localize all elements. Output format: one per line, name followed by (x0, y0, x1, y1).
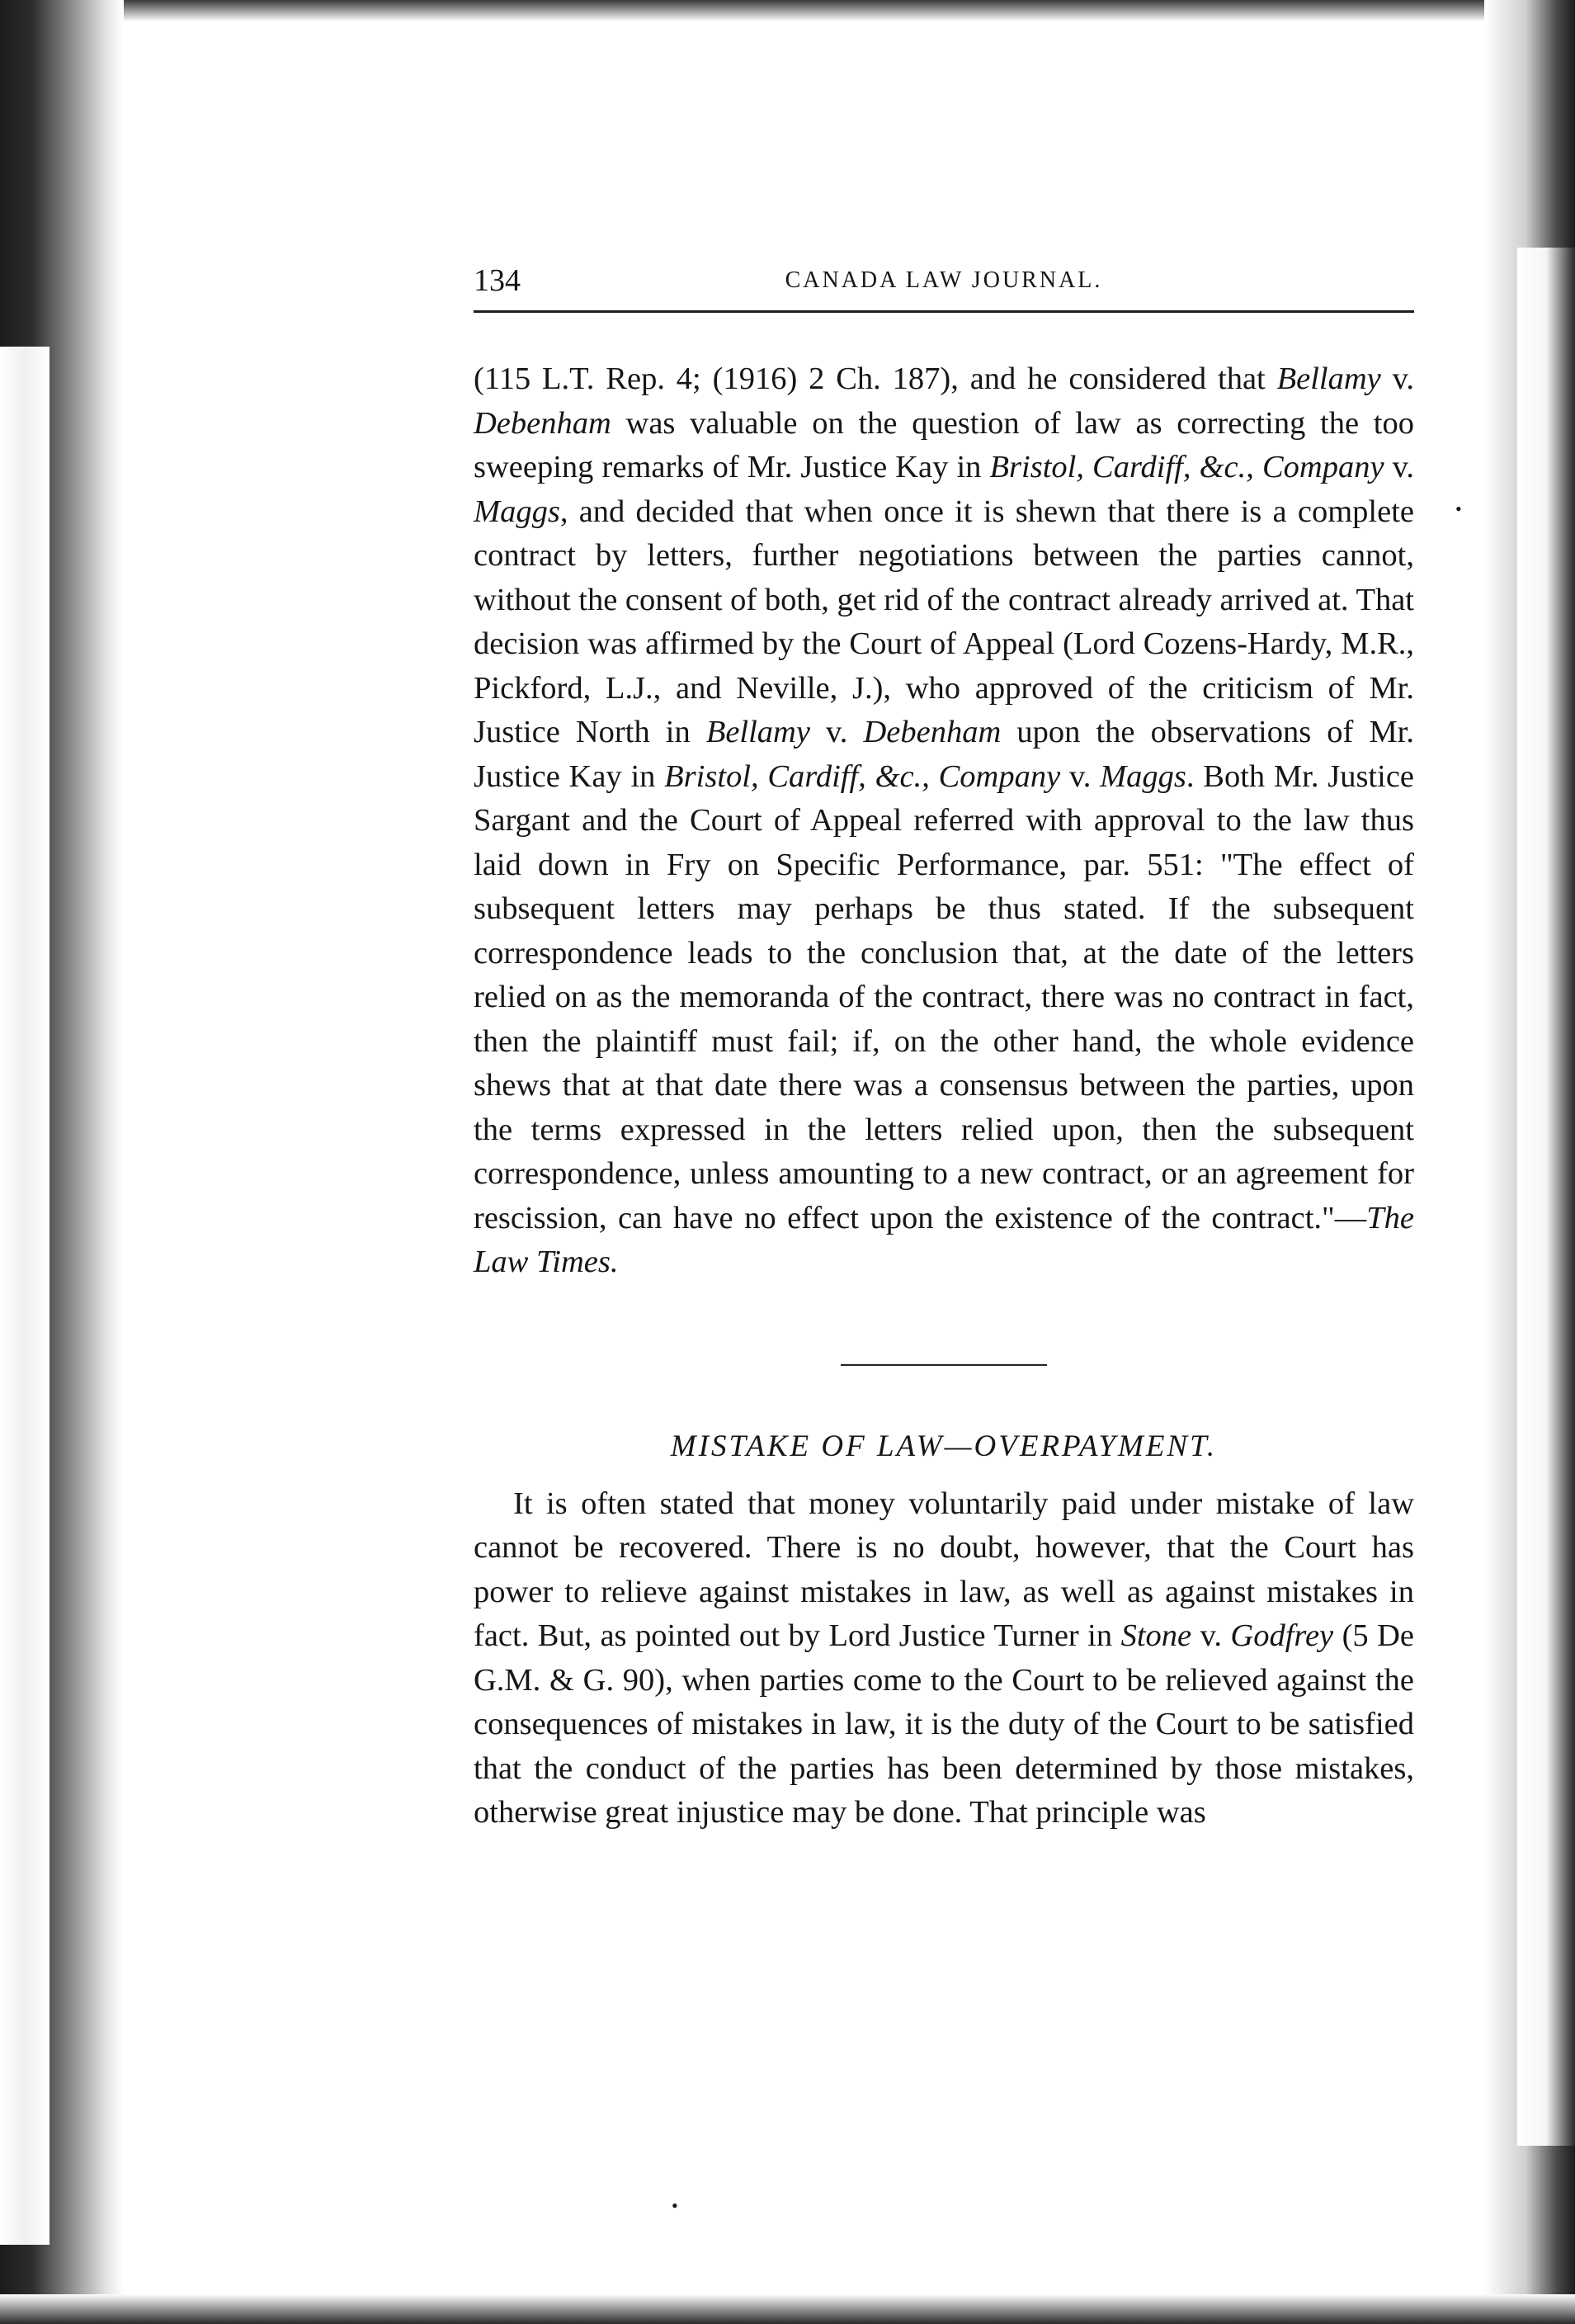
case-name: Maggs (1100, 758, 1186, 794)
paragraph-text: v. (1380, 361, 1414, 396)
case-name: Maggs (474, 494, 560, 529)
paragraph-text: . Both Mr. Justice Sargant and the Court of Appeal referred with approval to the law thus laid down in Fry on Specific Performance, par. 551: "The effect of subsequent letters may perhaps be thus stated. If the subsequent correspondence leads to the conclusion that, at the date of the letters relied on as the memoranda of the contract, there was no contract in fact, then the plaintiff must fail; if, on the other hand, the whole evidence shews that at that date there was a consensus between the parties, upon the terms expressed in the letters relied upon, then the subsequent correspondence, unless amounting to a new contract, or an agreement for rescission, can have no effect upon the existence of the contract."— (474, 758, 1415, 1235)
paragraph-text: upon the observations of Mr. Justice Kay in (474, 715, 1414, 794)
case-name: Debenham (863, 715, 1002, 749)
footer-bullet: • (672, 2195, 678, 2216)
case-name: Bristol, Cardiff, &c., Company (989, 450, 1384, 484)
case-name: Bellamy (705, 715, 810, 749)
paragraph-text: (5 De G.M. & G. 90), when parties come to the Court to be relieved against the consequences of mistakes in law, it is the duty of the Court to be satisfied that the conduct of the parties has been determined by those mistakes, otherwise great injustice may be done. That principle was (474, 1618, 1415, 1830)
scan-edge-left-inner (0, 347, 50, 2245)
paragraph (474, 1482, 1414, 1835)
scan-edge-right-inner (1517, 248, 1575, 2146)
scan-edge-bottom (0, 2294, 1575, 2324)
case-name: Debenham (474, 405, 611, 441)
paragraph-text: v. (1384, 450, 1414, 484)
case-name: Bellamy (1276, 361, 1381, 396)
paragraph-continued (474, 357, 1414, 1285)
paragraph-text: , and decided that when once it is shewn that there is a complete contract by letters, further negotiations between the parties cannot, without the consent of both, get rid of the contract already arrived at. That decision was affirmed by the Court of Appeal (Lord Cozens-Hardy, M.R., Pickford, L.J., and Neville, J.), who approved of the criticism of Mr. Justice North in (474, 494, 1414, 749)
page-number: 134 (474, 263, 521, 298)
case-name: Godfrey (1230, 1618, 1334, 1653)
running-head (474, 262, 1414, 313)
section-divider (841, 1364, 1047, 1366)
case-name: Bristol, Cardiff, &c., Company (664, 758, 1061, 794)
paragraph-text: v. (809, 715, 864, 749)
page-content (474, 262, 1414, 1835)
paragraph-text: v. (1060, 758, 1101, 794)
paragraph-text: (115 L.T. Rep. 4; (1916) 2 Ch. 187), and he considered that (474, 361, 1277, 396)
paragraph-text: was valuable on the question of law as correcting the too sweeping remarks of Mr. Justice Kay in (474, 405, 1414, 484)
margin-bullet: • (1455, 498, 1462, 519)
source-citation: The Law Times. (474, 1200, 1414, 1279)
paragraph-text: v. (1191, 1618, 1231, 1653)
case-name: Stone (1120, 1618, 1192, 1653)
paragraph-text: It is often stated that money voluntarily paid under mistake of law cannot be recovered. There is no doubt, however, that the Court has power to relieve against mistakes in law, as well as against mistakes in fact. But, as pointed out by Lord Justice Turner in (474, 1486, 1414, 1653)
section-heading: MISTAKE OF LAW—OVERPAYMENT. (670, 1429, 1218, 1463)
journal-title: CANADA LAW JOURNAL. (785, 267, 1103, 293)
scan-edge-top (0, 0, 1575, 21)
